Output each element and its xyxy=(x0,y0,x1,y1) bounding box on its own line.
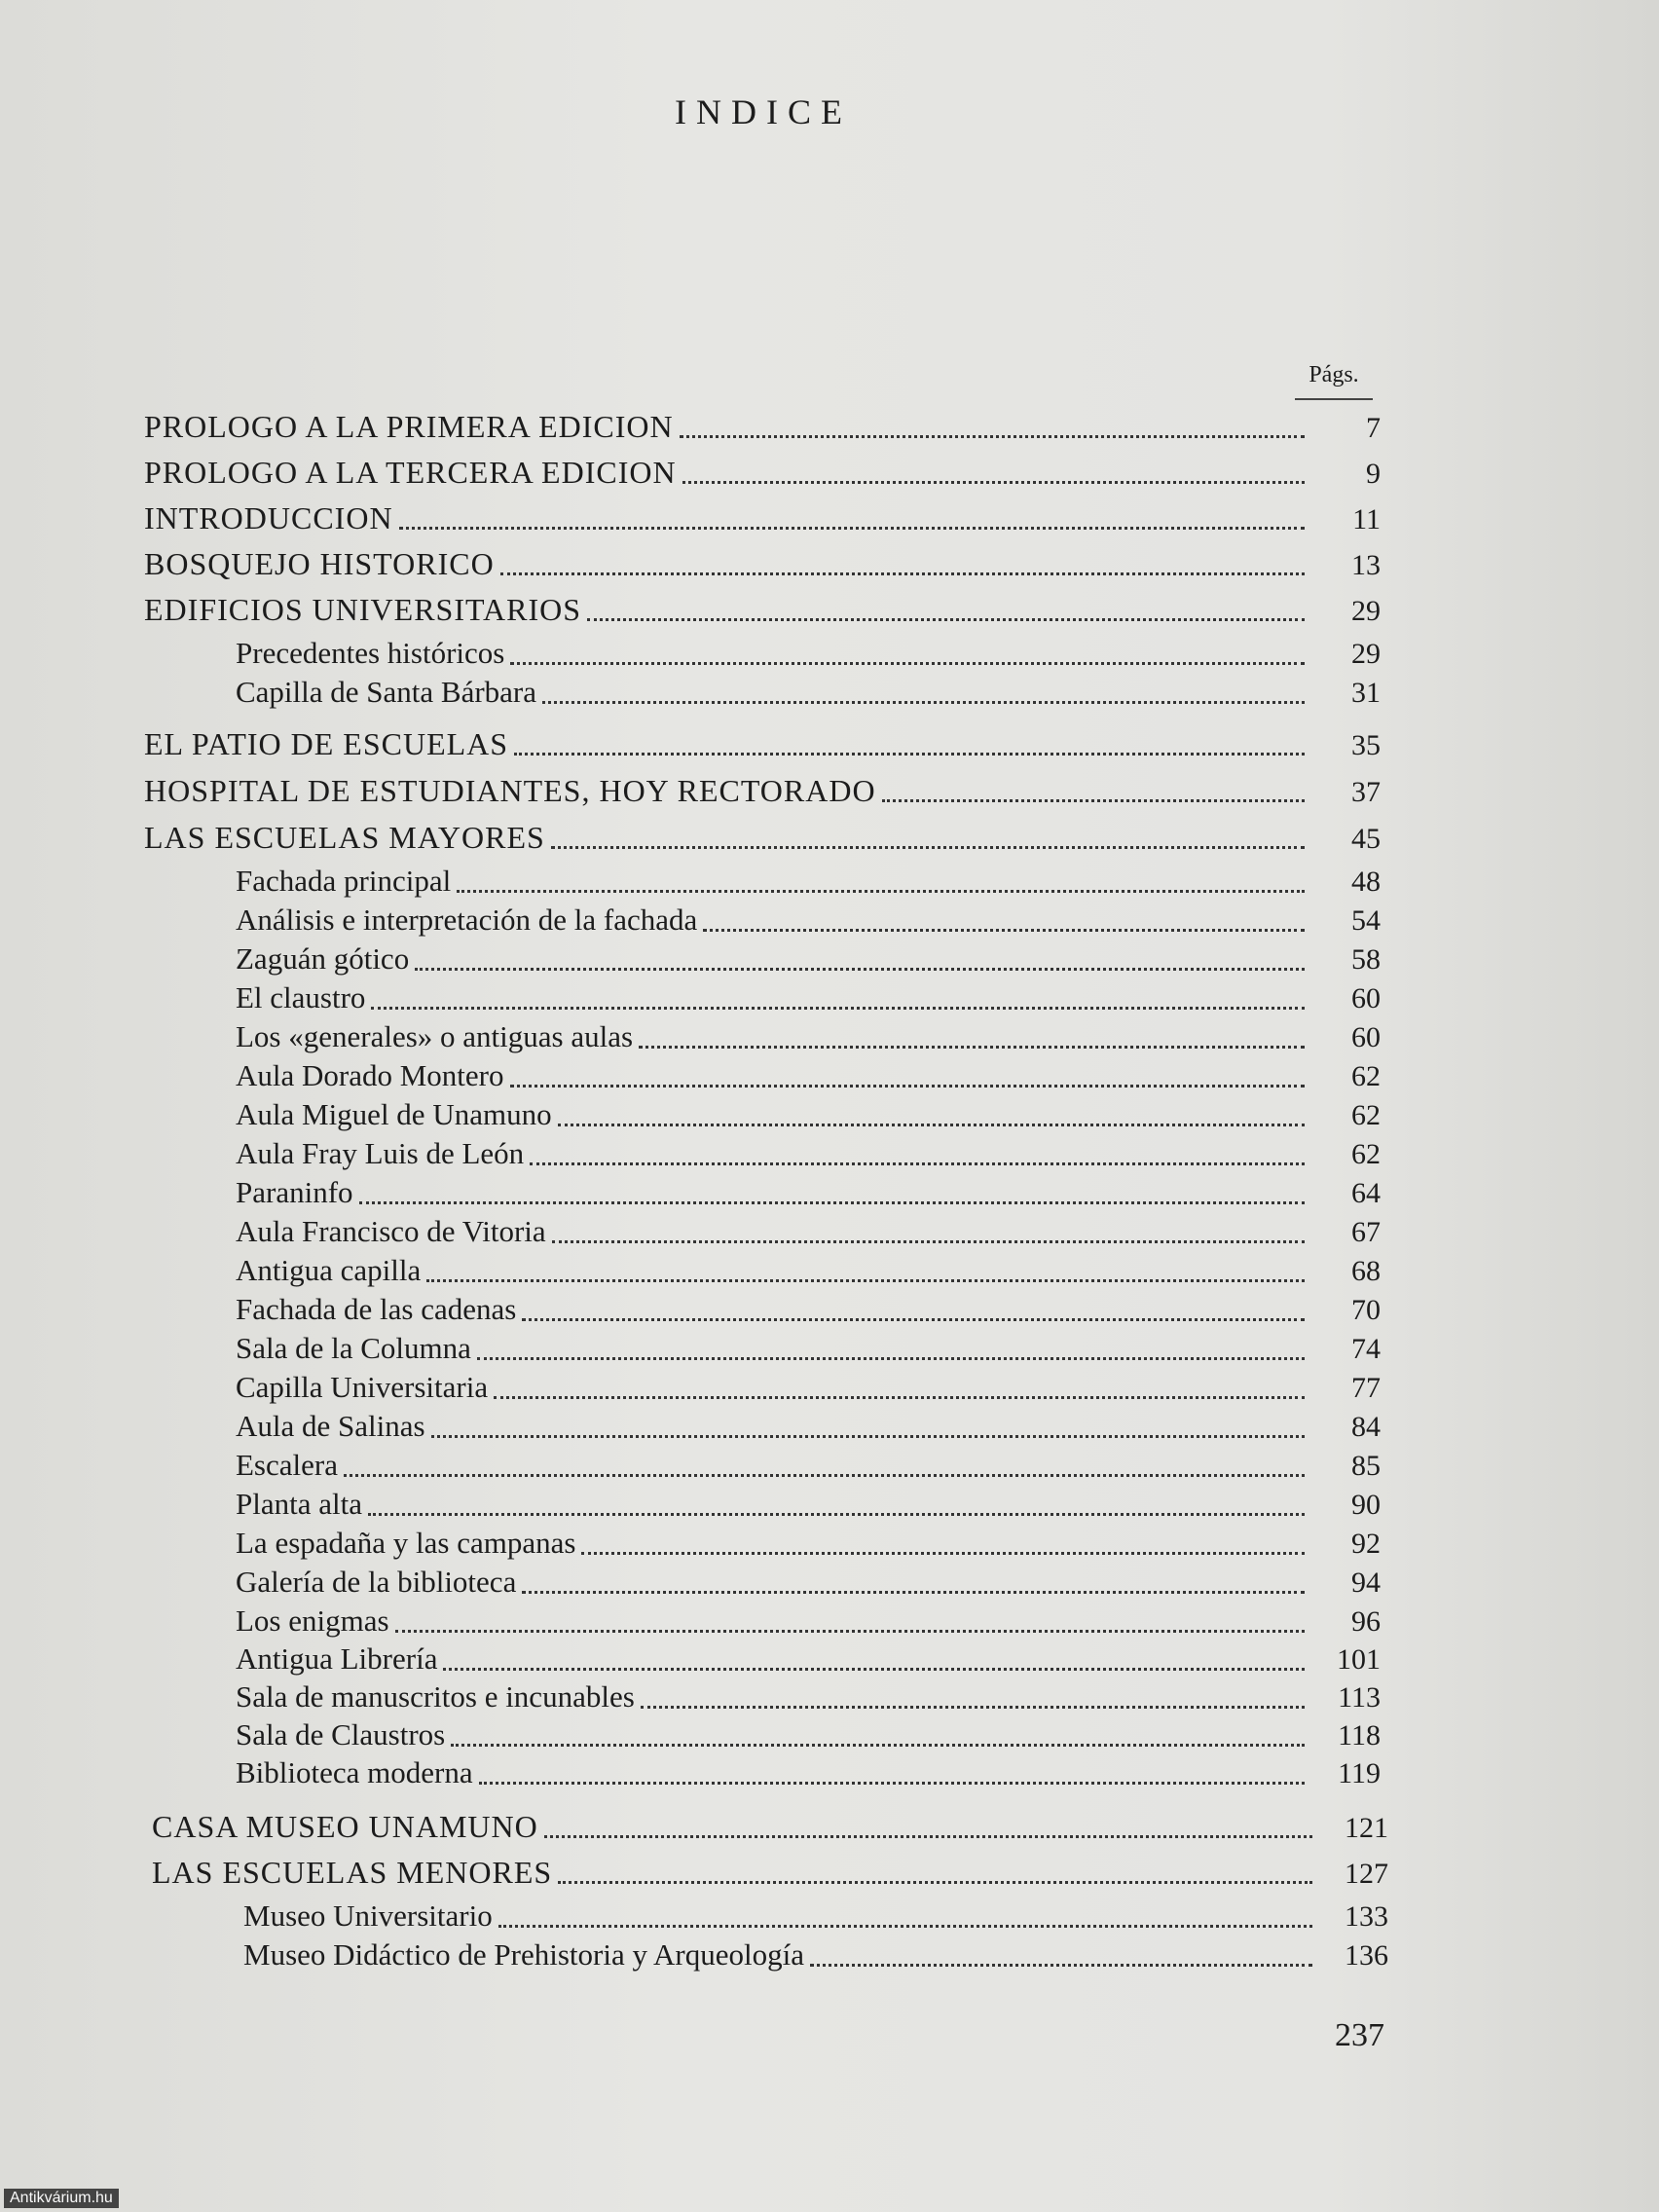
toc-entry xyxy=(236,1641,1381,1680)
toc-entry-page: 29 xyxy=(1351,595,1381,627)
toc-entry-label: Planta alta xyxy=(236,1487,362,1521)
dot-leader xyxy=(641,1702,1305,1709)
toc-entry xyxy=(236,1331,1381,1370)
dot-leader xyxy=(457,886,1305,893)
dot-leader xyxy=(477,1353,1305,1360)
toc-entry xyxy=(243,1899,1388,1937)
toc-entry-page: 64 xyxy=(1351,1177,1381,1209)
toc-entry-page: 70 xyxy=(1351,1294,1381,1326)
toc-entry xyxy=(236,1487,1381,1526)
toc-entry-label: Museo Universitario xyxy=(243,1899,493,1933)
toc-entry-label: Museo Didáctico de Prehistoria y Arqueología xyxy=(243,1937,804,1972)
toc-entry-page: 94 xyxy=(1351,1567,1381,1599)
toc-entry-label: La espadaña y las campanas xyxy=(236,1526,576,1560)
dot-leader xyxy=(510,1081,1306,1088)
dot-leader xyxy=(431,1431,1305,1438)
toc-entry-page: 62 xyxy=(1351,1060,1381,1092)
toc-entry xyxy=(236,1175,1381,1214)
pages-column-header: Págs. xyxy=(1295,362,1373,400)
toc-entry-label: Aula Dorado Montero xyxy=(236,1058,504,1092)
dot-leader xyxy=(810,1960,1312,1967)
toc-entry-page: 11 xyxy=(1352,503,1381,535)
toc-entry-page: 74 xyxy=(1351,1333,1381,1365)
dot-leader xyxy=(344,1470,1305,1477)
toc-entry-label: Los enigmas xyxy=(236,1604,389,1638)
toc-entry xyxy=(236,1409,1381,1448)
toc-entry-label: Capilla de Santa Bárbara xyxy=(236,675,537,709)
toc-entry-label: Sala de Claustros xyxy=(236,1717,446,1751)
toc-entry-page: 31 xyxy=(1351,677,1381,709)
toc-entry-page: 119 xyxy=(1338,1757,1381,1789)
toc-entry xyxy=(144,773,1381,812)
toc-entry xyxy=(152,1809,1388,1848)
toc-entry-label: Escalera xyxy=(236,1448,338,1482)
dot-leader xyxy=(479,1778,1305,1785)
toc-entry-page: 77 xyxy=(1351,1372,1381,1404)
dot-leader xyxy=(359,1198,1305,1204)
dot-leader xyxy=(552,1236,1305,1243)
toc-entry-page: 37 xyxy=(1351,776,1381,808)
toc-entry-label: Sala de la Columna xyxy=(236,1331,471,1365)
toc-entry xyxy=(236,1679,1381,1718)
toc-entry xyxy=(236,1097,1381,1136)
toc-entry-page: 92 xyxy=(1351,1528,1381,1560)
dot-leader xyxy=(558,1877,1312,1884)
dot-leader xyxy=(682,477,1305,484)
toc-entry-page: 54 xyxy=(1351,904,1381,937)
toc-entry-label: LAS ESCUELAS MAYORES xyxy=(144,820,545,855)
toc-entry-page: 113 xyxy=(1338,1681,1381,1714)
dot-leader xyxy=(558,1120,1305,1126)
dot-leader xyxy=(426,1275,1305,1282)
toc-entry xyxy=(236,1448,1381,1487)
toc-entry xyxy=(236,864,1381,903)
toc-entry-page: 136 xyxy=(1345,1939,1388,1972)
toc-entry xyxy=(236,1214,1381,1253)
toc-entry-page: 35 xyxy=(1351,729,1381,761)
dot-leader xyxy=(522,1587,1305,1594)
toc-entry-label: Antigua Librería xyxy=(236,1641,438,1676)
toc-entry-label: Biblioteca moderna xyxy=(236,1755,473,1789)
dot-leader xyxy=(368,1509,1305,1516)
toc-entry xyxy=(152,1855,1388,1894)
dot-leader xyxy=(500,569,1305,575)
toc-entry-page: 58 xyxy=(1351,943,1381,976)
toc-entry xyxy=(243,1937,1388,1976)
toc-entry-label: Aula de Salinas xyxy=(236,1409,425,1443)
dot-leader xyxy=(882,795,1305,802)
dot-leader xyxy=(498,1921,1312,1928)
toc-entry xyxy=(144,592,1381,631)
toc-entry-page: 60 xyxy=(1351,982,1381,1014)
toc-entry-label: El claustro xyxy=(236,980,366,1014)
toc-entry-page: 13 xyxy=(1351,549,1381,581)
dot-leader xyxy=(399,523,1305,530)
dot-leader xyxy=(395,1626,1305,1633)
toc-entry xyxy=(144,409,1381,448)
dot-leader xyxy=(514,749,1305,756)
toc-entry-page: 96 xyxy=(1351,1605,1381,1638)
toc-entry-page: 101 xyxy=(1337,1643,1381,1676)
toc-entry-label: LAS ESCUELAS MENORES xyxy=(152,1855,553,1890)
page-title: INDICE xyxy=(675,92,852,131)
toc-entry-label: Capilla Universitaria xyxy=(236,1370,489,1404)
watermark-label: Antikvárium.hu xyxy=(4,2189,119,2208)
toc-entry-page: 7 xyxy=(1366,412,1381,444)
dot-leader xyxy=(680,431,1305,438)
dot-leader xyxy=(415,964,1305,971)
toc-entry-label: CASA MUSEO UNAMUNO xyxy=(152,1809,538,1844)
dot-leader xyxy=(544,1831,1312,1838)
toc-entry-page: 127 xyxy=(1345,1858,1388,1890)
toc-entry xyxy=(236,1253,1381,1292)
dot-leader xyxy=(451,1740,1305,1747)
toc-entry xyxy=(236,1565,1381,1604)
dot-leader xyxy=(371,1003,1305,1010)
dot-leader xyxy=(443,1664,1305,1671)
toc-entry-page: 9 xyxy=(1366,458,1381,490)
page-number: 237 xyxy=(1335,2017,1384,2053)
toc-entry-label: EL PATIO DE ESCUELAS xyxy=(144,726,509,761)
toc-entry xyxy=(236,941,1381,980)
dot-leader xyxy=(581,1548,1305,1555)
toc-entry-label: PROLOGO A LA TERCERA EDICION xyxy=(144,455,677,490)
toc-entry-label: Aula Francisco de Vitoria xyxy=(236,1214,546,1248)
toc-entry xyxy=(236,903,1381,941)
toc-entry-page: 45 xyxy=(1351,823,1381,855)
toc-entry-label: Fachada de las cadenas xyxy=(236,1292,517,1326)
toc-entry-page: 62 xyxy=(1351,1138,1381,1170)
toc-entry-page: 62 xyxy=(1351,1099,1381,1131)
toc-entry xyxy=(236,1058,1381,1097)
toc-entry-label: Paraninfo xyxy=(236,1175,353,1209)
toc-entry xyxy=(144,726,1381,765)
toc-entry-page: 68 xyxy=(1351,1255,1381,1287)
toc-entry-label: Aula Fray Luis de León xyxy=(236,1136,525,1170)
toc-entry-page: 48 xyxy=(1351,866,1381,898)
toc-entry-page: 90 xyxy=(1351,1489,1381,1521)
toc-entry xyxy=(236,636,1381,675)
toc-entry-label: BOSQUEJO HISTORICO xyxy=(144,546,495,581)
toc-entry xyxy=(236,1717,1381,1756)
toc-entry-label: PROLOGO A LA PRIMERA EDICION xyxy=(144,409,674,444)
toc-entry-label: Antigua capilla xyxy=(236,1253,422,1287)
toc-entry xyxy=(236,980,1381,1019)
dot-leader xyxy=(510,658,1305,665)
toc-entry xyxy=(144,820,1381,859)
toc-entry-label: Precedentes históricos xyxy=(236,636,505,670)
dot-leader xyxy=(530,1159,1305,1165)
toc-entry-label: Sala de manuscritos e incunables xyxy=(236,1679,635,1714)
toc-entry-label: Zaguán gótico xyxy=(236,941,410,976)
dot-leader xyxy=(522,1314,1305,1321)
toc-entry-page: 85 xyxy=(1351,1450,1381,1482)
dot-leader xyxy=(542,697,1305,704)
toc-entry xyxy=(144,500,1381,539)
toc-entry-label: Fachada principal xyxy=(236,864,452,898)
toc-entry-page: 84 xyxy=(1351,1411,1381,1443)
toc-entry-page: 60 xyxy=(1351,1021,1381,1053)
toc-entry xyxy=(236,1019,1381,1058)
toc-entry-label: Los «generales» o antiguas aulas xyxy=(236,1019,634,1053)
toc-entry-page: 29 xyxy=(1351,638,1381,670)
toc-entry-label: HOSPITAL DE ESTUDIANTES, HOY RECTORADO xyxy=(144,773,876,808)
toc-entry-label: Galería de la biblioteca xyxy=(236,1565,517,1599)
toc-entry xyxy=(236,1136,1381,1175)
toc-entry xyxy=(236,675,1381,714)
toc-entry-label: EDIFICIOS UNIVERSITARIOS xyxy=(144,592,581,627)
toc-entry xyxy=(144,455,1381,494)
toc-entry-label: Análisis e interpretación de la fachada xyxy=(236,903,698,937)
dot-leader xyxy=(587,614,1305,621)
dot-leader xyxy=(703,925,1305,932)
toc-entry-page: 133 xyxy=(1345,1900,1388,1933)
dot-leader xyxy=(494,1392,1305,1399)
toc-entry xyxy=(236,1755,1381,1794)
toc-entry-page: 67 xyxy=(1351,1216,1381,1248)
toc-entry-page: 118 xyxy=(1338,1719,1381,1751)
dot-leader xyxy=(639,1042,1305,1049)
toc-entry-page: 121 xyxy=(1345,1812,1388,1844)
toc-entry xyxy=(236,1604,1381,1642)
toc-entry xyxy=(236,1292,1381,1331)
toc-entry xyxy=(144,546,1381,585)
toc-entry-label: Aula Miguel de Unamuno xyxy=(236,1097,552,1131)
toc-entry-label: INTRODUCCION xyxy=(144,500,393,535)
toc-entry xyxy=(236,1526,1381,1565)
toc-entry xyxy=(236,1370,1381,1409)
dot-leader xyxy=(551,842,1305,849)
